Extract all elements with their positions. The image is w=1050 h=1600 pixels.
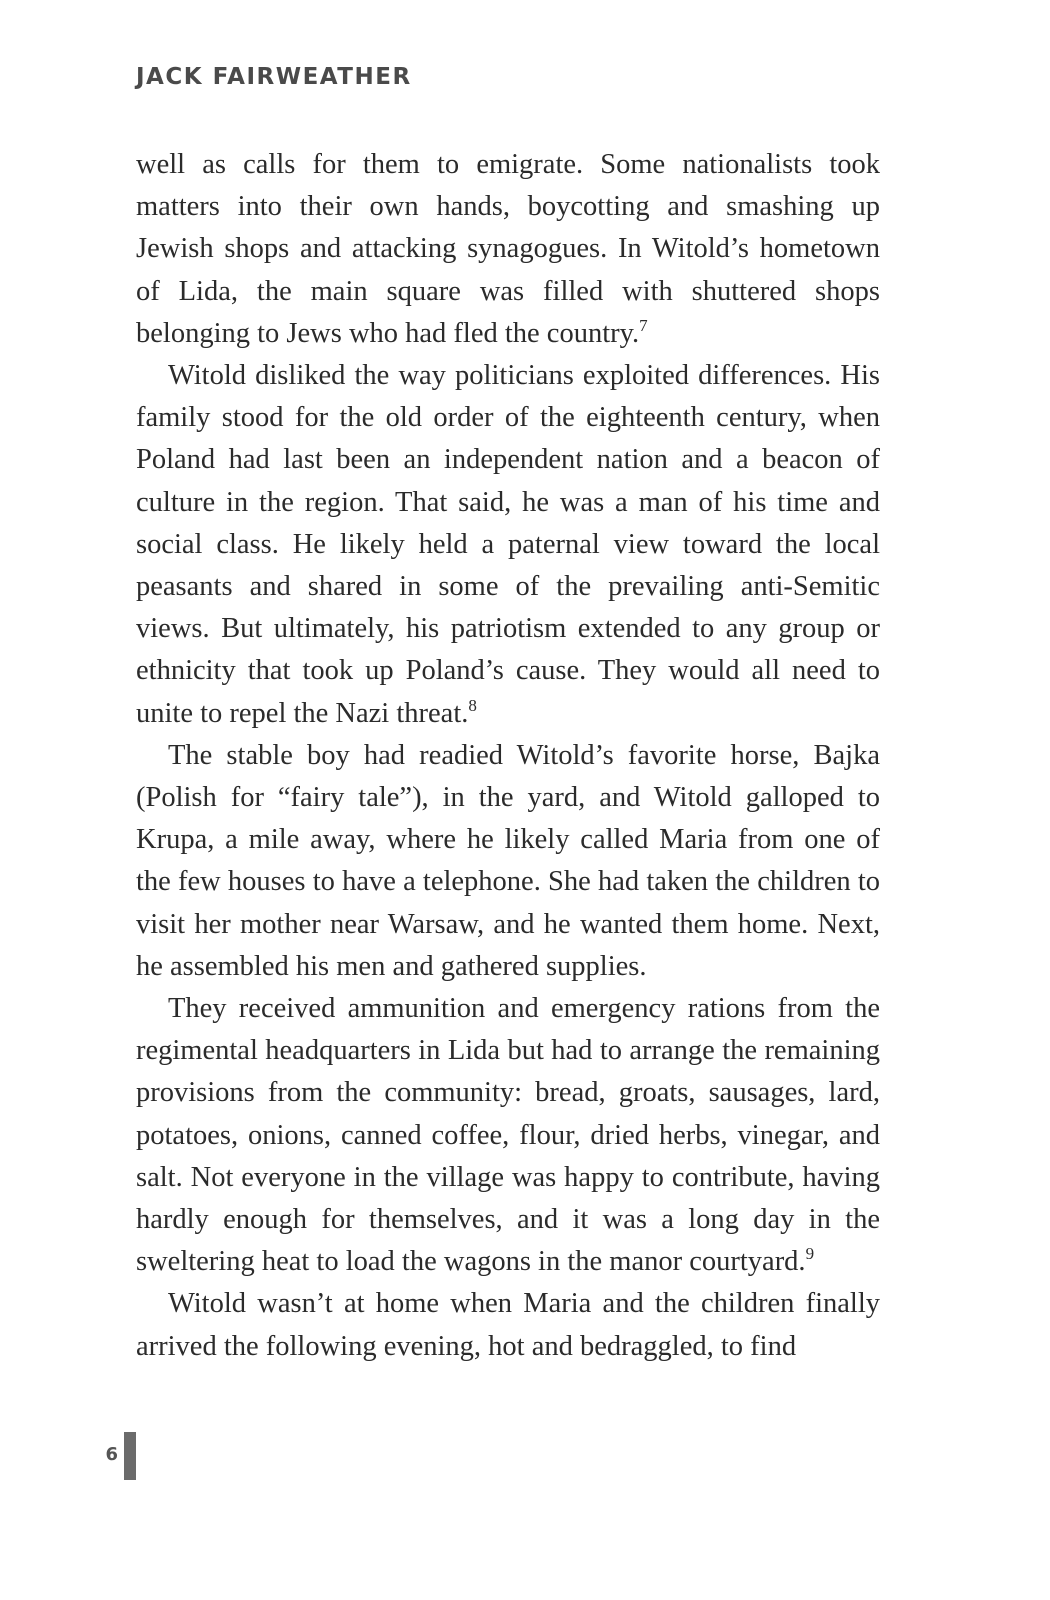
paragraph — [136, 988, 880, 1283]
footnote-ref[interactable]: 8 — [468, 695, 477, 715]
paragraph-text: The stable boy had readied Witold’s favorite horse, Bajka (Polish for “fairy tale”), in the yard, and Witold galloped to Krupa, a mile away, where he likely called Maria from one of the few houses to have a telephone. She had taken the children to visit her mother near Warsaw, and he wanted them home. Next, he assembled his men and gathered supplies. — [136, 739, 880, 982]
body-text — [136, 144, 880, 1368]
footnote-ref[interactable]: 9 — [805, 1244, 815, 1264]
folio — [98, 1432, 136, 1480]
paragraph — [136, 1283, 880, 1367]
folio-bar — [124, 1432, 136, 1480]
running-head: JACK FAIRWEATHER — [136, 64, 412, 90]
page-number: 6 — [105, 1444, 118, 1465]
paragraph — [136, 735, 880, 988]
paragraph — [136, 355, 880, 735]
footnote-ref[interactable]: 7 — [639, 315, 648, 335]
paragraph-text: well as calls for them to emigrate. Some nationalists took matters into their own hands, boycotting and smashing up Jewish shops and attacking synagogues. In Witold’s hometown of Lida, the main square was filled with shuttered shops belonging to Jews who had fled the country. — [136, 149, 880, 349]
paragraph-text: Witold disliked the way politicians exploited differences. His family stood for the old order of the eighteenth century, when Poland had last been an independent nation and a beacon of culture in the region. That said, he was a man of his time and social class. He likely held a paternal view toward the local peasants and shared in some of the prevailing anti-Semitic views. But ultimately, his patriotism extended to any group or ethnicity that took up Poland’s cause. They would all need to unite to repel the Nazi threat. — [136, 360, 880, 729]
paragraph-text: Witold wasn’t at home when Maria and the children finally arrived the following evening, hot and bedraggled, to find — [136, 1288, 880, 1362]
paragraph — [136, 144, 880, 355]
paragraph-text: They received ammunition and emergency rations from the regimental headquarters in Lida but had to arrange the remaining provisions from the community: bread, groats, sausages, lard, potatoes, onions, canned coffee, flour, dried herbs, vinegar, and salt. Not everyone in the village was happy to contribute, having hardly enough for themselves, and it was a long day in the sweltering heat to load the wagons in the manor courtyard. — [136, 993, 880, 1278]
